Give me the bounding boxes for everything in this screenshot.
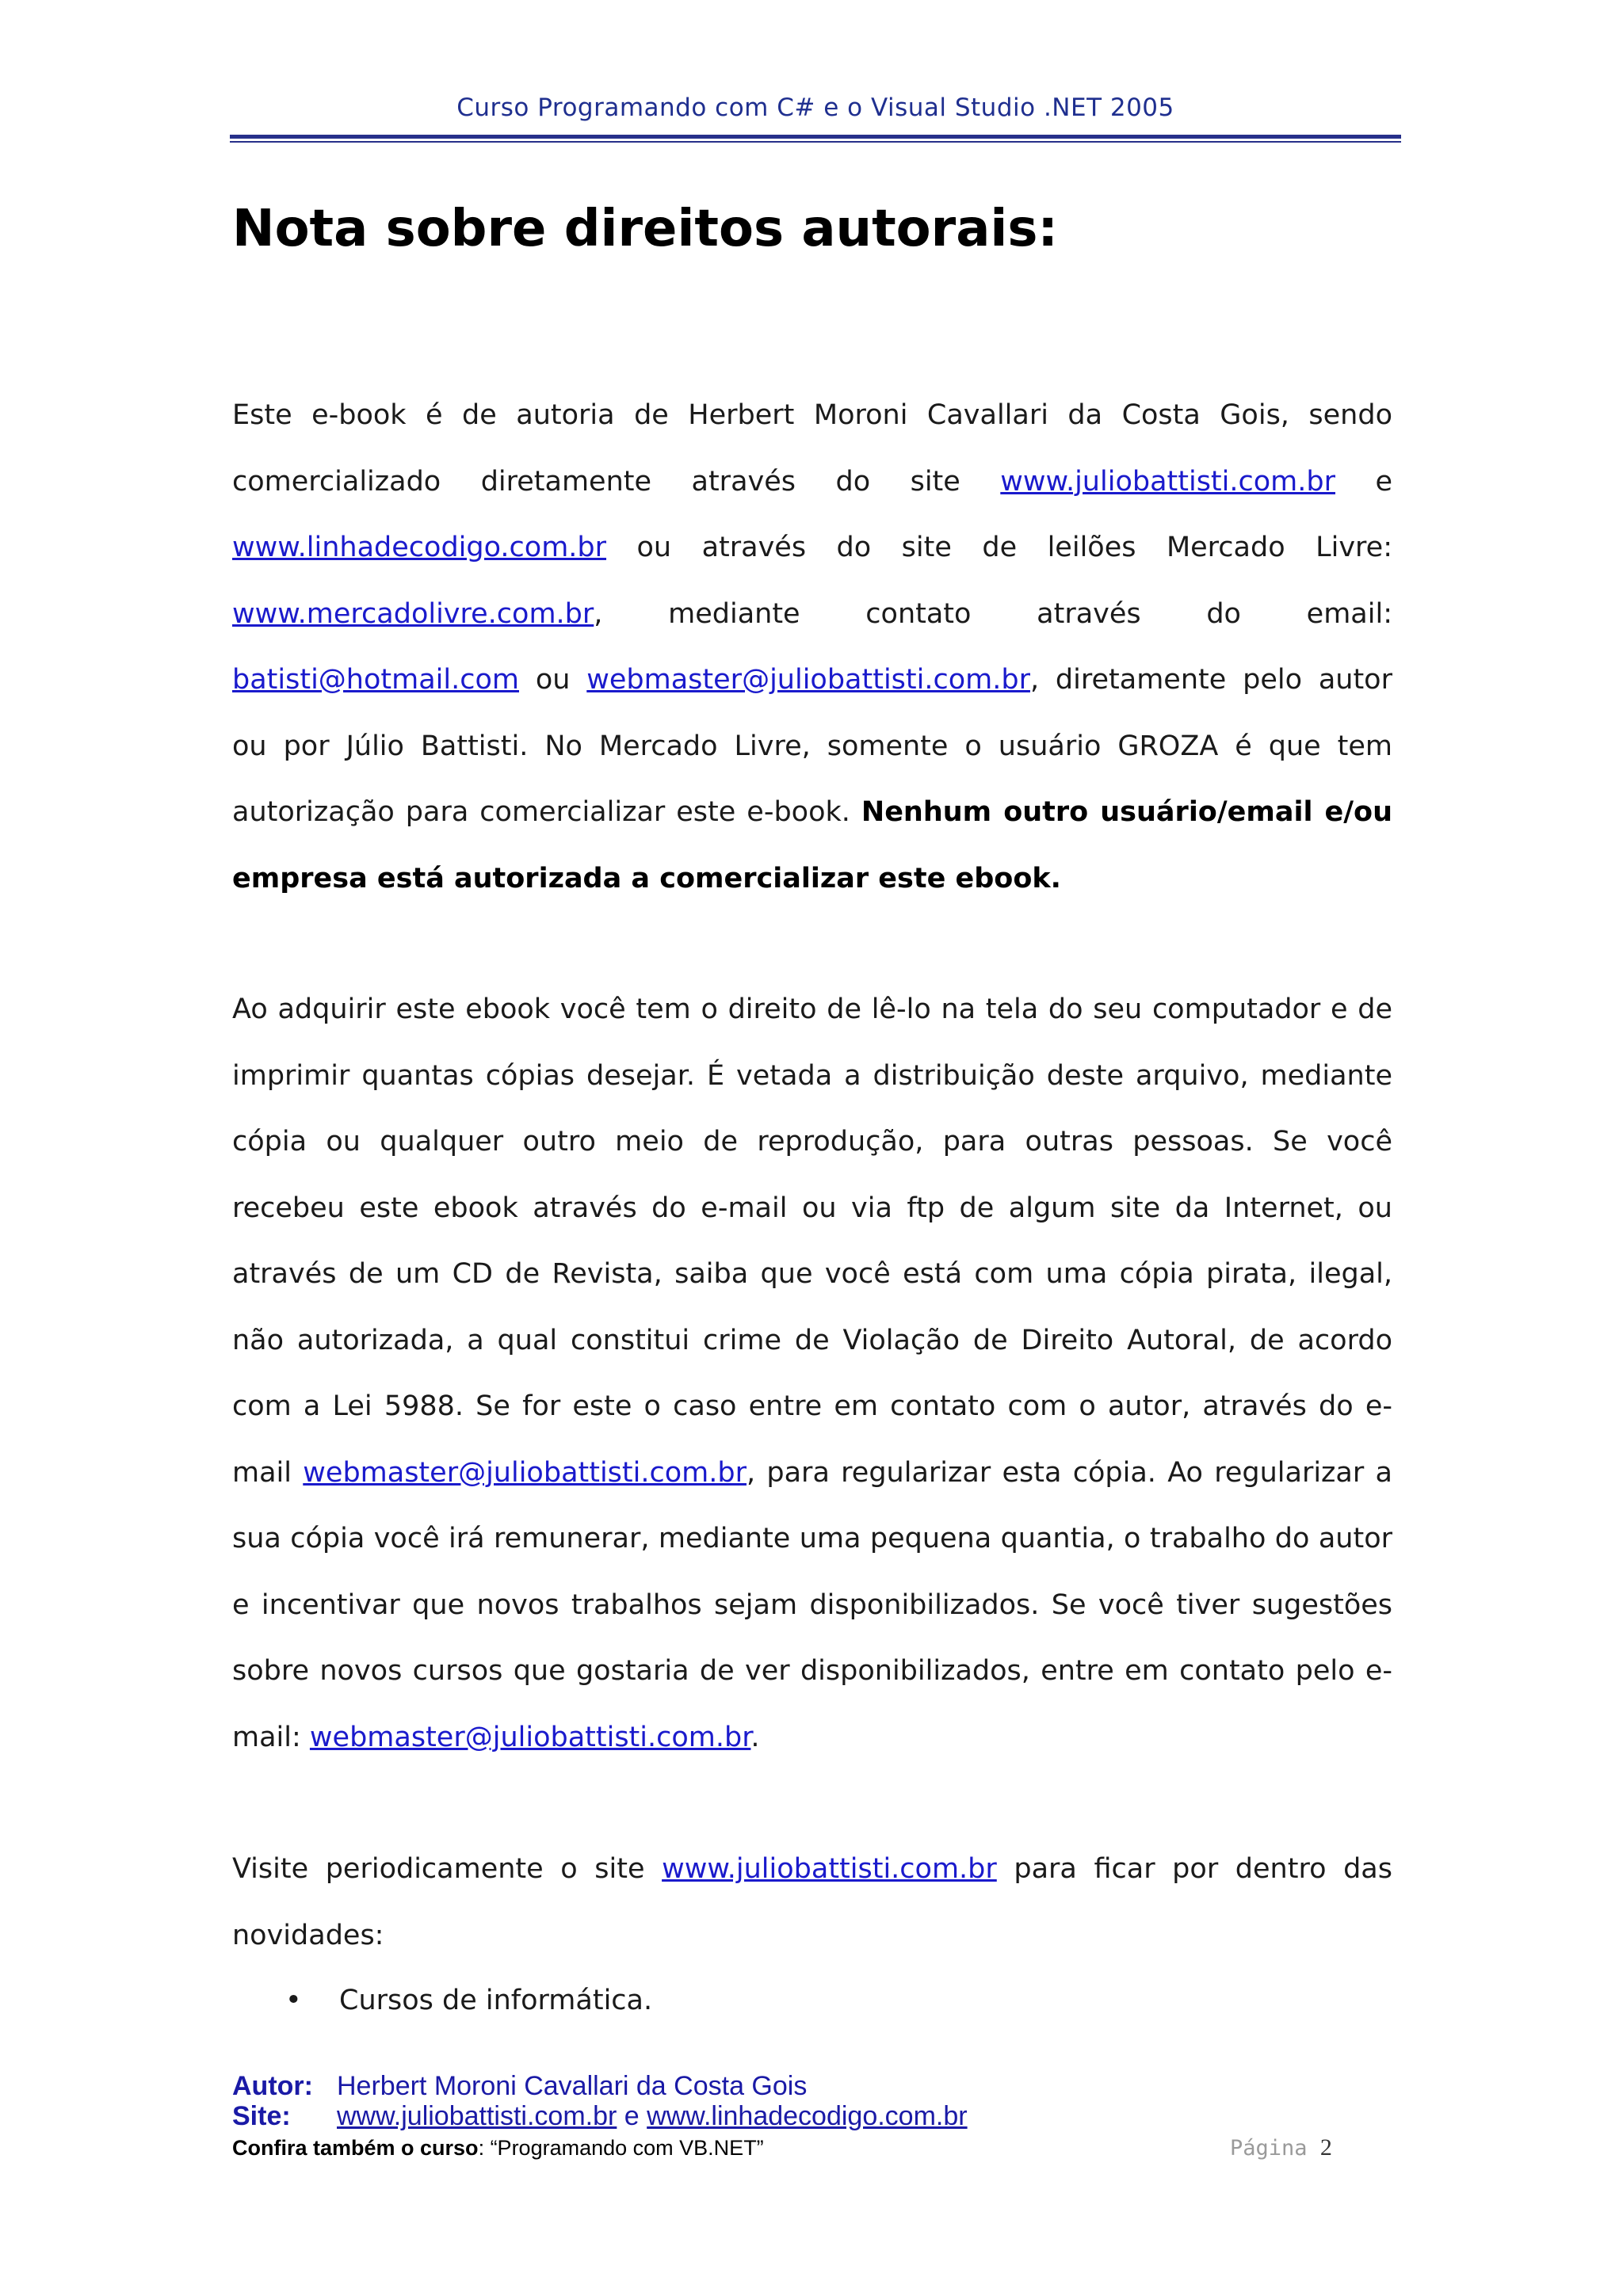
visit-paragraph xyxy=(232,1836,1392,1969)
footer-see-also xyxy=(232,2136,764,2161)
page-title: Nota sobre direitos autorais: xyxy=(232,200,1058,258)
text-segment: , diretamente pelo autor ou por Júlio Battisti. No Mercado Livre, somente o usuário GROZA é que tem autorização para comercializar este e-book. xyxy=(232,664,1392,828)
copyright-paragraph xyxy=(232,383,1392,912)
link-linhadecodigo[interactable]: www.linhadecodigo.com.br xyxy=(232,532,607,563)
footer-site-separator: e xyxy=(617,2101,647,2131)
link-juliobattisti[interactable]: www.juliobattisti.com.br xyxy=(662,1853,997,1885)
bullet-marker: • xyxy=(285,1985,302,2016)
text-segment: . xyxy=(750,1721,760,1753)
text-segment: ou xyxy=(518,664,587,696)
page-number xyxy=(1230,2134,1332,2161)
running-header: Curso Programando com C# e o Visual Studio .NET 2005 xyxy=(456,93,1174,122)
text-segment: Visite periodicamente o site xyxy=(232,1853,663,1885)
footer-link-juliobattisti[interactable]: www.juliobattisti.com.br xyxy=(337,2101,617,2131)
footer-site-label: Site: xyxy=(232,2101,291,2131)
link-email-batisti[interactable]: batisti@hotmail.com xyxy=(232,664,519,696)
link-email-webmaster[interactable]: webmaster@juliobattisti.com.br xyxy=(303,1456,747,1489)
footer-author-label: Autor: xyxy=(232,2071,313,2101)
footer-site xyxy=(232,2101,968,2132)
footer-author-value: Herbert Moroni Cavallari da Costa Gois xyxy=(337,2071,808,2101)
list-item-text: Cursos de informática. xyxy=(339,1985,653,2016)
bold-warning: Nenhum outro usuário/email e/ou empresa está autorizada a comercializar este ebook. xyxy=(232,796,1392,894)
text-segment: , para regularizar esta cópia. Ao regularizar a sua cópia você irá remunerar, mediante uma pequena quantia, o trabalho do autor e incentivar que novos trabalhos sejam disponibilizados. Se você tiver sugestões sobre novos cursos que gostaria de ver disponibilizados, entre em contato pelo e-mail: xyxy=(232,1456,1392,1753)
footer-see-also-label: Confira também o curso xyxy=(232,2136,479,2160)
link-email-webmaster[interactable]: webmaster@juliobattisti.com.br xyxy=(586,664,1030,696)
text-segment: e xyxy=(1335,465,1392,498)
footer-link-linhadecodigo[interactable]: www.linhadecodigo.com.br xyxy=(647,2101,968,2131)
link-email-webmaster[interactable]: webmaster@juliobattisti.com.br xyxy=(309,1721,751,1753)
text-segment: para ficar por dentro das novidades: xyxy=(232,1853,1392,1951)
text-segment: Este e-book é de autoria de Herbert Moroni Cavallari da Costa Gois, sendo comercializado diretamente através do site xyxy=(232,399,1392,498)
usage-rights-paragraph xyxy=(232,977,1392,1771)
header-rule-thick xyxy=(230,135,1401,139)
footer-author xyxy=(232,2071,807,2102)
text-segment: ou através do site de leilões Mercado Livre: xyxy=(606,532,1392,563)
footer-see-also-value: : “Programando com VB.NET” xyxy=(478,2136,764,2160)
text-segment: Ao adquirir este ebook você tem o direito de lê-lo na tela do seu computador e de imprimir quantas cópias desejar. É vetada a distribuição deste arquivo, mediante cópia ou qualquer outro meio de reprodução, para outras pessoas. Se você recebeu este ebook através do e-mail ou via ftp de algum site da Internet, ou através de um CD de Revista, saiba que você está com uma cópia pirata, ilegal, não autorizada, a qual constitui crime de Violação de Direito Autoral, de acordo com a Lei 5988. Se for este o caso entre em contato com o autor, através do e-mail xyxy=(232,994,1392,1489)
page-number-value: 2 xyxy=(1319,2134,1332,2161)
page-number-label: Página xyxy=(1230,2136,1308,2161)
text-segment: , mediante contato através do email: xyxy=(594,597,1392,630)
link-juliobattisti[interactable]: www.juliobattisti.com.br xyxy=(1000,465,1335,498)
header-rule-thin xyxy=(230,141,1401,143)
link-mercadolivre[interactable]: www.mercadolivre.com.br xyxy=(232,597,594,630)
